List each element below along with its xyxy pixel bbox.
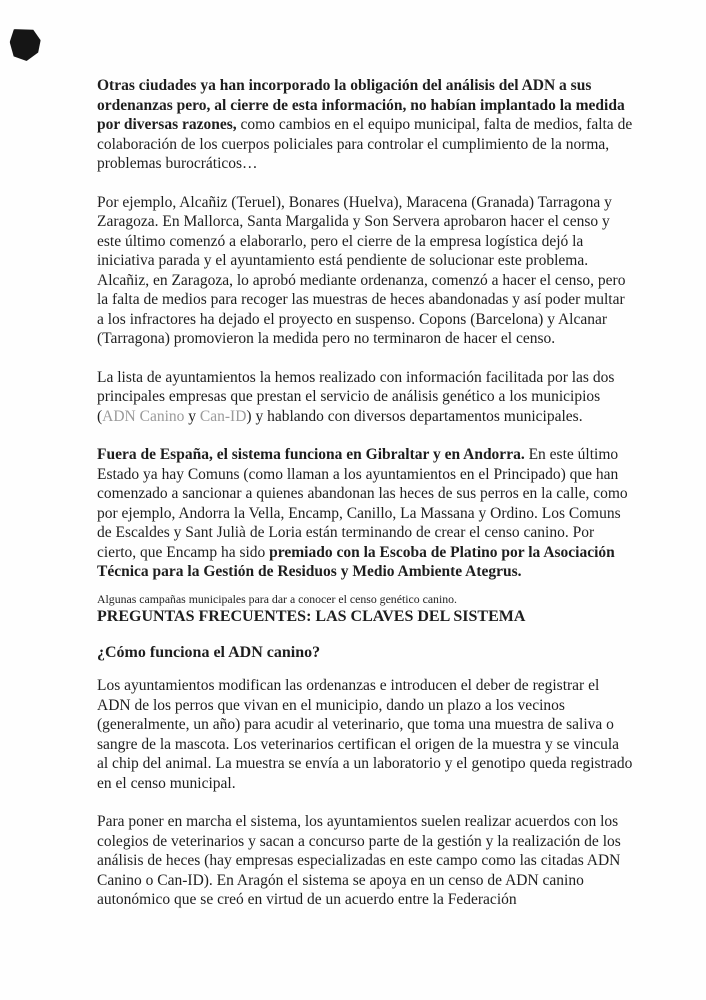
section-heading: PREGUNTAS FRECUENTES: LAS CLAVES DEL SISTEMA bbox=[97, 608, 526, 626]
link-adn-canino: ADN Canino bbox=[102, 407, 185, 425]
paragraph-abroad-middle: En este último Estado ya hay Comuns (como llaman a los ayuntamientos en el Principado) que han comenzado a sancionar a quienes abandonan las heces de sus perros en la calle, como por ejemplo, Andorra la Vella, Encamp, Canillo, La Massana y Ordino. Los Comuns de Escaldes y Sant Julià de Loria están terminando de crear el censo canino. Por cierto, que Encamp ha sido bbox=[97, 446, 628, 561]
paragraph-abroad-bold-tail: premiado con la Escoba de Platino por la Asociación Técnica para la Gestión de Residuos y Medio Ambiente Ategrus. bbox=[97, 543, 615, 581]
paragraph-intro bbox=[97, 76, 634, 174]
paragraph-examples: Por ejemplo, Alcañiz (Teruel), Bonares (Huelva), Maracena (Granada) Tarragona y Zaragoza. En Mallorca, Santa Margalida y Son Servera aprobaron hacer el censo y este último comenzó a elaborarlo, pero el cierre de la empresa logística dejó la iniciativa parada y el ayuntamiento está pendiente de solucionar este problema. Alcañiz, en Zaragoza, lo aprobó mediante ordenanza, comenzó a hacer el censo, pero la falta de medios para recoger las muestras de heces abandonadas y así poder multar a los infractores ha dejado el proyecto en suspenso. Copons (Barcelona) y Alcanar (Tarragona) promovieron la medida pero no terminaron de hacer el censo. bbox=[97, 193, 626, 348]
paragraph-setup: Para poner en marcha el sistema, los ayuntamientos suelen realizar acuerdos con los colegios de veterinarios y sacan a concurso parte de la gestión y la realización de los análisis de heces (hay empresas especializadas en este campo como las citadas ADN Canino o Can-ID). En Aragón el sistema se apoya en un censo de ADN canino autonómico que se creó en virtud de un acuerdo entre la Federación bbox=[97, 813, 621, 909]
paragraph-list-conjunction: y bbox=[184, 407, 200, 425]
paragraph-how-it-works: Los ayuntamientos modifican las ordenanzas e introducen el deber de registrar el ADN de los perros que vivan en el municipio, dando un plazo a los vecinos (generalmente, un año) para acudir al veterinario, que toma una muestra de saliva o sangre de la mascota. Los veterinarios certifican el origen de la muestra y se vincula al chip del animal. La muestra se envía a un laboratorio y el genotipo queda registrado en el censo municipal. bbox=[97, 677, 633, 792]
paragraph-intro-bold-lead: Otras ciudades ya han incorporado la obligación del análisis del ADN a sus ordenanzas pero, al cierre de esta información, no habían implantado la medida por diversas razones, bbox=[97, 77, 625, 134]
paragraph-list-sources bbox=[97, 368, 634, 427]
paragraph-abroad-bold-lead: Fuera de España, el sistema funciona en Gibraltar y en Andorra. bbox=[97, 446, 525, 464]
paragraph-list-post: ) y hablando con diversos departamentos municipales. bbox=[246, 407, 583, 425]
paragraph-intro-regular-tail: como cambios en el equipo municipal, falta de medios, falta de colaboración de los cuerpos policiales para controlar el cumplimiento de la norma, problemas burocráticos… bbox=[97, 116, 633, 173]
paragraph-list-pre: La lista de ayuntamientos la hemos realizado con información facilitada por las dos principales empresas que prestan el servicio de análisis genético a los municipios ( bbox=[97, 368, 615, 425]
photo-caption: Algunas campañas municipales para dar a conocer el censo genético canino. bbox=[97, 591, 457, 606]
paragraph-abroad bbox=[97, 445, 634, 582]
question-heading: ¿Cómo funciona el ADN canino? bbox=[97, 644, 321, 662]
document-body bbox=[97, 76, 634, 929]
scan-artifact-blotch bbox=[8, 26, 42, 62]
link-can-id: Can-ID bbox=[199, 407, 247, 425]
